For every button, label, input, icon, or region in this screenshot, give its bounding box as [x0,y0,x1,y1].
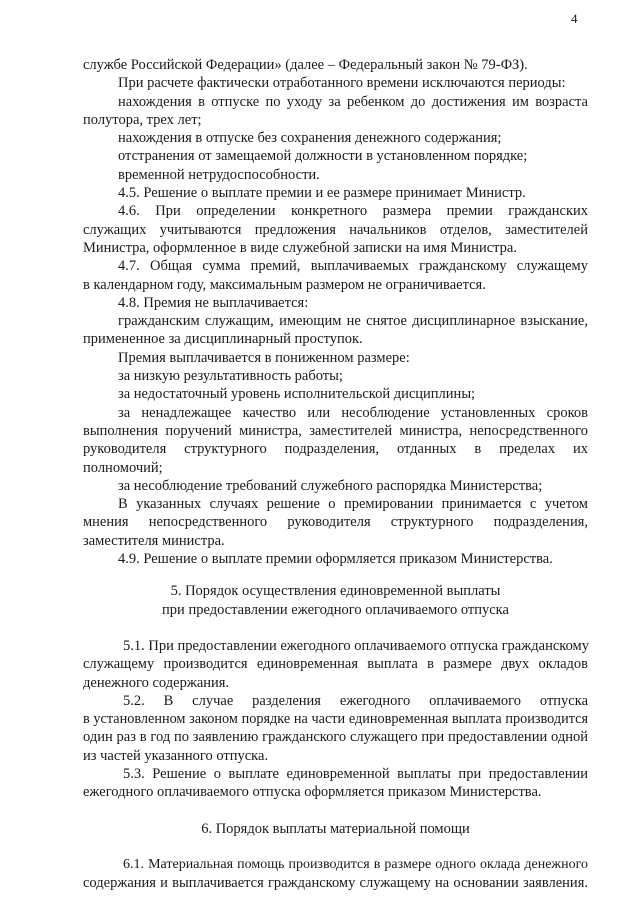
text-line: При расчете фактически отработанного времени исключаются периоды: [118,75,566,92]
text-line: полномочий; [83,459,163,476]
section-heading: 6. Порядок выплаты материальной помощи [201,820,470,837]
text-line: примененное за дисциплинарный проступок. [83,331,363,348]
document-body [83,56,588,892]
text-line: 4.9. Решение о выплате премии оформляется приказом Министерства. [118,551,553,568]
text-line: в установленном законом порядке на части единовременная выплата производится [83,711,588,728]
text-line: служащих учитываются предложения начальников отделов, заместителей [83,221,588,238]
text-line: нахождения в отпуске без сохранения денежного содержания; [118,130,502,147]
text-line: 5.3. Решение о выплате единовременной выплаты при предоставлении [123,765,588,782]
text-line: Премия выплачивается в пониженном размере: [118,349,410,366]
text-line: полутора, трех лет; [83,111,202,128]
text-line: 5.2. В случае разделения ежегодного оплачиваемого отпуска [123,692,588,709]
text-line: за недостаточный уровень исполнительской дисциплины; [118,386,476,403]
text-line: временной нетрудоспособности. [118,166,320,183]
text-line: мнения непосредственного руководителя структурного подразделения, [83,514,588,531]
text-line: выполнения поручений министра, заместителей министра, непосредственного [83,422,588,439]
text-line: 4.8. Премия не выплачивается: [118,294,309,311]
text-line: содержания и выплачивается гражданскому служащему на основании заявления. [83,875,588,892]
text-line: 6.1. Материальная помощь производится в размере одного оклада денежного [123,856,588,872]
text-line: гражданским служащим, имеющим не снятое дисциплинарное взыскание, [118,313,588,330]
section-heading: 5. Порядок осуществления единовременной выплаты [170,583,501,600]
text-line: руководителя структурного подразделения, отданных в пределах их [83,441,588,458]
text-line: 4.6. При определении конкретного размера премии гражданских [118,203,588,220]
text-line: ежегодного оплачиваемого отпуска оформляется приказом Министерства. [83,784,542,801]
text-line: В указанных случаях решение о премировании принимается с учетом [118,496,588,513]
text-line: нахождения в отпуске по уходу за ребенком до достижения им возраста [118,93,588,110]
text-line: службе Российской Федерации» (далее – Федеральный закон № 79-ФЗ). [83,57,528,73]
text-line: один раз в год по заявлению гражданского служащего при предоставлении одной [83,729,588,746]
text-line: 4.5. Решение о выплате премии и ее размере принимает Министр. [118,185,526,202]
text-line: денежного содержания. [83,674,230,691]
text-line: 5.1. При предоставлении ежегодного оплачиваемого отпуска гражданскому [123,637,589,654]
text-line: за ненадлежащее качество или несоблюдение установленных сроков [118,404,588,421]
text-line: заместителя министра. [83,532,225,549]
page-number: 4 [571,11,578,26]
text-line: отстранения от замещаемой должности в установленном порядке; [118,148,528,165]
text-line: Министра, оформленное в виде служебной записки на имя Министра. [83,239,517,256]
text-line: 4.7. Общая сумма премий, выплачиваемых гражданскому служащему [118,258,588,275]
section-heading: при предоставлении ежегодного оплачиваемого отпуска [162,601,509,618]
text-line: за несоблюдение требований служебного распорядка Министерства; [118,477,543,494]
text-line: служащему производится единовременная выплата в размере двух окладов [83,656,588,673]
text-line: за низкую результативность работы; [118,368,343,385]
text-line: в календарном году, максимальным размером не ограничивается. [83,276,486,293]
text-line: из частей указанного отпуска. [83,747,269,764]
